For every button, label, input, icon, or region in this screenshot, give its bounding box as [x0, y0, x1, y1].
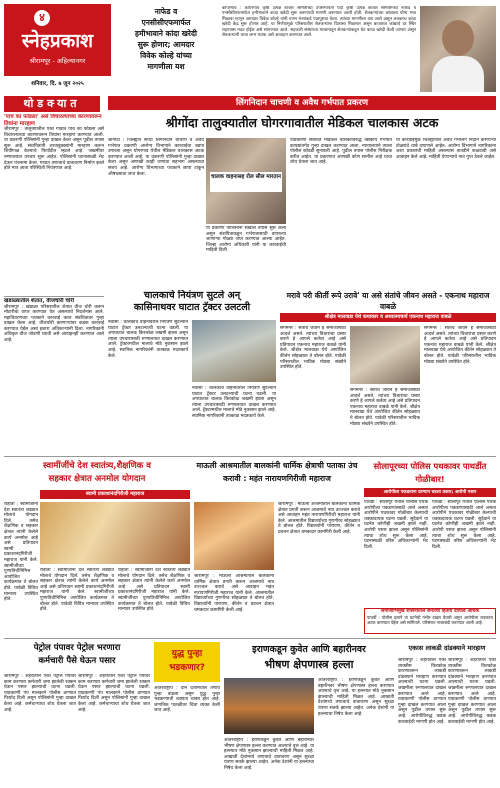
petrol-text: श्रीरामपूर : शहरातील एका पेट्रोल पंपावर काम करणारा कर्मचारी जमा झालेली रक्कम घेऊन पसार झाल्याची घटना घडली. याप्रकरणी पंप मालकाने पोलीस ठाण्यात फिर्याद दिली असून पोलिसांनी गुन्हा दाखल केला आहे. कर्मचाऱ्याचा शोध घेतला जात आहे.	[4, 674, 76, 713]
ekanath-text: संगमनेर : संतांचे जीवन हे समाजासाठी आदर्श असते. त्यांच्या विचारांचा प्रसार करणे हे आपले कर्तव्य आहे असे प्रतिपादन एकनाथ महाराज वाबळे यांनी केले. श्रीक्षेत्र मालवाडा येथे आयोजित कीर्तन सोहळ्यात ते बोलत होते. यावेळी परिसरातील भाविक मोठ्या संख्येने उपस्थित होते.	[280, 326, 346, 371]
photo-caption: चालक वाहनासह रोल सील मारतान	[210, 172, 282, 192]
thodkyat-item-title: खंडाळ्यातील शेतात, वीजचोरी चोरी	[4, 298, 75, 304]
main-story-col: या प्रकरणी पोलिसांनी सखोल तपास सुरू केला असून संशयिताकडून गर्भपातासाठी वापरल्या जाणाऱ्या गोळ्या जप्त करण्यात आल्या आहेत. जिल्हा आरोग्य अधिकारी यांनी या कारवाईची माहिती दिली.	[206, 226, 286, 254]
thodkyat-item-text: श्रीरामपूर : तालुक्यातील एका गावात पाच का फोडला असे विचारल्याच्या कारणावरून तिघांना मारहाण करण्यात आली. या प्रकरणी पोलिसांनी गुन्हा दाखल केला असून पुढील तपास सुरू आहे. संशयितांनी लाथाबुक्क्यांनी मारहाण करून शिवीगाळ केल्याचे फिर्यादीत म्हटले आहे. जखमींवर रुग्णालयात उपचार सुरू आहेत. पोलिसांनी घटनास्थळी भेट देऊन पंचनामा केला. गावात तणावाचे वातावरण निर्माण झाले होते मात्र आता परिस्थिती नियंत्रणात आहे.	[4, 127, 104, 172]
top-headline-line: एनसीसीएफमार्फत	[141, 18, 191, 27]
israel-headline	[224, 642, 394, 674]
thodkyat-item-text: श्रीरामपूर : खंडाळा परिसरातील शेतात वीज चोरी करून मोटारीचा वापर करण्यात येत असल्याचे निदर्शनास आले. महावितरणच्या पथकाने कारवाई करत संबंधितावर गुन्हा दाखल केला आहे. वीजचोरी करणाऱ्यांवर कडक कारवाई करण्यात येईल असा इशारा अधिकाऱ्यांनी दिला. नागरिकांनी अधिकृत वीज जोडणी घ्यावी असे आवाहनही करण्यात आले आहे.	[4, 304, 104, 344]
main-story-headline: श्रीगोंदा तालुक्यातील घोगरगावातील मेडिकल चालकास अटक	[165, 115, 439, 130]
solapur-box-title: समाजाभिमुख शासनातील जनतेचा हिताय दायित्व अधिक	[381, 609, 479, 614]
lakdi-headline: एकास लाकडी दांडक्याने मारहाण	[408, 644, 486, 652]
petrol-text-2: श्रीरामपूर : शहरातील एका पेट्रोल पंपावर काम करणारा कर्मचारी जमा झालेली रक्कम घेऊन पसार झाल्याची घटना घडली. याप्रकरणी पंप मालकाने पोलीस ठाण्यात फिर्याद दिली असून पोलिसांनी गुन्हा दाखल केला आहे. कर्मचाऱ्याचा शोध घेतला जात आहे.	[78, 674, 150, 713]
solapur-text: पाथर्डी : सोलापूर येथील पोलीस पथक आरोपीला पकडण्यासाठी आले असता आरोपीने पथकावर गोळीबार केल्याची धक्कादायक घटना घडली. सुदैवाने या घटनेत कोणीही जखमी झाले नाही. आरोपी पसार झाला असून पोलिसांनी त्याचा शोध सुरू केला आहे. घटनास्थळी वरिष्ठ अधिकाऱ्यांनी भेट दिली.	[364, 500, 428, 550]
war-box-line: भडकणार?	[169, 663, 205, 673]
author-portrait	[420, 6, 496, 92]
thodkyat-item	[4, 114, 104, 294]
ekanath-text-3: संगमनेर : संतांचे जीवन हे समाजासाठी आदर्श असते. त्यांच्या विचारांचा प्रसार करणे हे आपले कर्तव्य आहे असे प्रतिपादन एकनाथ महाराज वाबळे यांनी केले. श्रीक्षेत्र मालवाडा येथे आयोजित कीर्तन सोहळ्यात ते बोलत होते. यावेळी परिसरातील भाविक मोठ्या संख्येने उपस्थित होते.	[424, 326, 496, 365]
truck-story-headline	[108, 290, 276, 316]
swami-headline-line: सहकार क्षेत्रात अनमोल योगदान	[48, 474, 146, 484]
solapur-box	[364, 608, 496, 634]
page-number-badge: ४	[34, 10, 50, 26]
truck-story-text: नेवासा : चालकाचे वाहनावरील नियंत्रण सुटल्याने घाटात ट्रॅक्टर उलटल्याची घटना घडली. या अपघातात चालक किरकोळ जखमी झाला असून त्याला उपचारासाठी रुग्णालयात दाखल करण्यात आले. ट्रॅक्टरमधील मालाचे मोठे नुकसान झाले आहे. स्थानिक नागरिकांनी तात्काळ मदतकार्य केले.	[108, 320, 188, 359]
top-headline-line: मागणीला यश	[147, 62, 185, 71]
ekanath-headline: मरावे परी कीर्ती रूपे उरावे' या असे संतांचे जीवन असते - एकनाथ महाराज वाबळे	[286, 291, 490, 311]
swami-subline: स्वामी प्रकाशानंदगिरीजी महाराज	[40, 490, 190, 499]
main-story-col: याप्रकरणी संबंधित मेडिकल चालकाविरुद्ध वैद्यकीय गर्भपात कायद्यांतर्गत गुन्हा दाखल करण्यात आला. न्यायालयाने त्याला पोलीस कोठडी सुनावली आहे. पुढील तपास पोलीस निरीक्षक करीत आहेत. या प्रकरणात आणखी कोण सामील आहे याचा शोध घेतला जात आहे.	[290, 138, 392, 166]
ekanath-photo	[350, 326, 420, 384]
issue-date: शनिवार, दि. ७ जून २०२५	[4, 76, 111, 92]
swami-text: राहाता : स्वामीजींनी देश स्वातंत्र्य लढ्यात मोलाचे योगदान दिले. तसेच शैक्षणिक व सहकार क्षेत्रात त्यांनी केलेले कार्य अनमोल आहे असे प्रतिपादन स्वामी प्रकाशानंदगिरीजी महाराज यांनी केले. स्वामीजींच्या पुण्यतिथीनिमित्त आयोजित कार्यक्रमात ते बोलत होते. यावेळी विविध मान्यवर उपस्थित होते.	[4, 502, 38, 603]
main-story-photo	[206, 138, 286, 224]
thodkyat-item	[4, 298, 104, 438]
paper-title: स्नेहप्रकाश	[21, 30, 94, 52]
top-headline-line: नाफेड व	[154, 7, 178, 16]
truck-headline-line: चालकाचे नियंत्रण सुटले अन्	[143, 290, 241, 301]
swami-headline	[4, 460, 190, 488]
lakdi-text-2: श्रीरामपूर : शहरातील एका व्यक्तीस किरकोळ कारणावरून लाकडी दांडक्याने मारहाण करण्यात आल्याची घटना घडली. जखमीला रुग्णालयात दाखल करण्यात आले आहे. याप्रकरणी पोलीस ठाण्यात गुन्हा दाखल करण्यात आला असून पुढील तपास सुरू आहे. आरोपीविरुद्ध कडक कारवाईची मागणी होत आहे.	[448, 658, 496, 725]
truck-headline-line: कासिनाथवर घाटात ट्रॅक्टर उलटली	[133, 302, 251, 313]
war-box	[154, 642, 220, 682]
top-story-text: कोपरगाव : कोपरगाव कृषी उत्पन्न बाजार समितीच्या उपसभापती पदी कृषी उत्पन्न बाजार समितीमध्ये नाफेड व एनसीसीएफमार्फत हमीभावाने कांदा खरेदी सुरू करण्याची मागणी करण्यात आली होती. शेतकऱ्यांच्या कांद्याला योग्य भाव मिळावा म्हणून आमदार विवेक कोल्हे यांनी पणन मंत्र्यांकडे पाठपुरावा केला. त्यांच्या मागणीला यश आले असून लवकरच कांदा खरेदी केंद्र सुरू होणार आहे. या निर्णयामुळे परिसरातील शेतकऱ्यांना दिलासा मिळणार असून बाजारात कांद्याचे दर स्थिर राहण्यास मदत होईल असे सांगण्यात आले. सहकारी संस्थांच्या माध्यमातून शेतकऱ्यांकडून थेट कांदा खरेदी केली जाणार असून शेतकऱ्यांनी याचा लाभ घ्यावा असे आवाहन करण्यात आले.	[222, 6, 416, 39]
war-text: आंतरराष्ट्रीय : दोन देशांमधील तणाव पुन्हा वाढला असून युद्ध पुन्हा भडकण्याची शक्यता व्यक्त होत आहे. जागतिक पातळीवर चिंता व्यक्त केली जात आहे.	[154, 686, 220, 714]
petrol-headline-line: पेट्रोल पंपावर पेट्रोल भरणारा	[33, 643, 121, 653]
edition-label: श्रीरामपूर - अहिल्यानगर	[29, 57, 86, 65]
solapur-subline: आरोपीला पकडताना दरम्यान घडला प्रकार; आरोपी पसार	[364, 488, 496, 497]
mauli-headline: माऊली आश्रमातील बालकांनी धार्मिक क्षेत्राची पताका उंच करावी : महंत नारायणगिरीजी महाराज	[196, 461, 358, 483]
main-story-col: श्रीगोंदा : जिल्ह्यात सध्या लिंगनिदान चाचणी व अवैध गर्भपात प्रकरणी आरोग्य विभागाने कारवाईचा बडगा उगारला असून घोगरगाव येथील मेडिकल चालकास अटक करण्यात आली आहे. या प्रकरणी पोलिसांनी गुन्हा दाखल केला असून आणखी काही जणांचा सहभाग असल्याचा संशय आहे. आरोग्य विभागाच्या पथकाने छापा टाकून औषधसाठा जप्त केला.	[108, 138, 204, 177]
mauli-text-2: श्रीरामपूर : माऊली आश्रमातील बालकांनी धार्मिक क्षेत्रात प्रगती करून आश्रमाचे नाव उज्ज्वल करावे असे आवाहन महंत नारायणगिरीजी महाराज यांनी केले. आश्रमातील विद्यार्थ्यांच्या गुणगौरव सोहळ्यात ते बोलत होते. विद्यार्थ्यांनी पारायण, कीर्तन व प्रवचन क्षेत्रात चमकदार कामगिरी केली आहे.	[278, 502, 360, 535]
top-headline-line: विवेक कोल्हे यांच्या	[140, 51, 192, 60]
israel-text: आंतरराष्ट्रीय : इराणकडून कुवेत आणि बहारीनवर भीषण क्षेपणास्त्र हल्ला करण्यात आल्याचे वृत्त आहे. या हल्ल्यात मोठे नुकसान झाल्याची माहिती मिळत आहे. आखाती देशांमध्ये तणावाचे वातावरण असून सुरक्षा यंत्रणा सतर्क झाल्या आहेत. अनेक देशांनी या हल्ल्याचा निषेध केला आहे.	[224, 738, 314, 771]
top-headline	[114, 6, 218, 92]
israel-headline-line: इराणकडून कुवेत आणि बहारीनवर	[252, 644, 366, 655]
lakdi-text: श्रीरामपूर : शहरातील एका व्यक्तीस किरकोळ कारणावरून लाकडी दांडक्याने मारहाण करण्यात आल्याची घटना घडली. जखमीला रुग्णालयात दाखल करण्यात आले आहे. याप्रकरणी पोलीस ठाण्यात गुन्हा दाखल करण्यात आला असून पुढील तपास सुरू आहे. आरोपीविरुद्ध कडक कारवाईची मागणी होत आहे.	[398, 658, 446, 725]
top-headline-line: हमीभावाने कांदा खरेदी	[135, 29, 197, 38]
top-headline-line: सुरू होणार; आमदार	[137, 40, 195, 49]
israel-photo	[224, 678, 314, 734]
main-story-banner: लिंगनिदान चाचणी व अवैध गर्भपात प्रकरण	[108, 96, 496, 110]
ekanath-text-2: संगमनेर : संतांचे जीवन हे समाजासाठी आदर्श असते. त्यांच्या विचारांचा प्रसार करणे हे आपले कर्तव्य आहे असे प्रतिपादन एकनाथ महाराज वाबळे यांनी केले. श्रीक्षेत्र मालवाडा येथे आयोजित कीर्तन सोहळ्यात ते बोलत होते. यावेळी परिसरातील भाविक मोठ्या संख्येने उपस्थित होते.	[350, 388, 420, 427]
ekanath-subline: श्रीक्षेत्र मालवाडा येथे कथाकार व अध्यात्माचार्य एकनाथ महाराज वाबळे	[280, 313, 496, 322]
truck-story-text-2: नेवासा : चालकाचे वाहनावरील नियंत्रण सुटल्याने घाटात ट्रॅक्टर उलटल्याची घटना घडली. या अपघातात चालक किरकोळ जखमी झाला असून त्याला उपचारासाठी रुग्णालयात दाखल करण्यात आले. ट्रॅक्टरमधील मालाचे मोठे नुकसान झाले आहे. स्थानिक नागरिकांनी तात्काळ मदतकार्य केले.	[192, 386, 276, 419]
israel-headline-line: भीषण क्षेपणास्त्र हल्ला	[264, 658, 354, 671]
israel-text-2: आंतरराष्ट्रीय : इराणकडून कुवेत आणि बहारीनवर भीषण क्षेपणास्त्र हल्ला करण्यात आल्याचे वृत्त आहे. या हल्ल्यात मोठे नुकसान झाल्याची माहिती मिळत आहे. आखाती देशांमध्ये तणावाचे वातावरण असून सुरक्षा यंत्रणा सतर्क झाल्या आहेत. अनेक देशांनी या हल्ल्याचा निषेध केला आहे.	[318, 678, 394, 717]
main-story-col: या कारवाईमुळे जिल्ह्यातील अवैध गर्भलिंग निदान करणाऱ्या टोळ्यांचे धाबे दणाणले आहेत. आरोग्य विभागाने नागरिकांना अशा प्रकारांची माहिती असल्यास तातडीने कळवावी असे आवाहन केले आहे. माहिती देणाऱ्याचे नाव गुप्त ठेवले जाईल.	[396, 138, 496, 160]
solapur-box-text: पाथर्डी : पोलीस दलाने या घटनेची गंभीर दखल घेतली असून आरोपीला लवकरच अटक करण्यात येईल असे सांगितले. परिसरात नाकाबंदी करण्यात आली आहे.	[367, 615, 493, 625]
thodkyat-item-title: 'पाच का फोडला' असे विचारल्याच्या कारणावरून तिघांना मारहाण	[4, 114, 102, 127]
swami-text-2: राहाता : स्वामीजींनी देश स्वातंत्र्य लढ्यात मोलाचे योगदान दिले. तसेच शैक्षणिक व सहकार क्षेत्रात त्यांनी केलेले कार्य अनमोल आहे असे प्रतिपादन स्वामी प्रकाशानंदगिरीजी महाराज यांनी केले. स्वामीजींच्या पुण्यतिथीनिमित्त आयोजित कार्यक्रमात ते बोलत होते. यावेळी विविध मान्यवर उपस्थित होते.	[40, 568, 114, 613]
swami-photo	[40, 502, 190, 564]
war-box-line: युद्ध पुन्हा	[171, 649, 203, 659]
petrol-headline-line: कर्मचारी पैसे घेऊन पसार	[38, 656, 116, 666]
solapur-headline: सोलापूरच्या पोलिस पथकावर पाथर्डीत गोळीबार!	[373, 461, 487, 484]
petrol-headline	[4, 642, 150, 670]
mauli-text: श्रीरामपूर : माऊली आश्रमातील बालकांनी धार्मिक क्षेत्रात प्रगती करून आश्रमाचे नाव उज्ज्वल करावे असे आवाहन महंत नारायणगिरीजी महाराज यांनी केले. आश्रमातील विद्यार्थ्यांच्या गुणगौरव सोहळ्यात ते बोलत होते. विद्यार्थ्यांनी पारायण, कीर्तन व प्रवचन क्षेत्रात चमकदार कामगिरी केली आहे.	[194, 574, 274, 613]
mauli-photo	[194, 502, 274, 570]
solapur-text-2: पाथर्डी : सोलापूर येथील पोलीस पथक आरोपीला पकडण्यासाठी आले असता आरोपीने पथकावर गोळीबार केल्याची धक्कादायक घटना घडली. सुदैवाने या घटनेत कोणीही जखमी झाले नाही. आरोपी पसार झाला असून पोलिसांनी त्याचा शोध सुरू केला आहे. घटनास्थळी वरिष्ठ अधिकाऱ्यांनी भेट दिली.	[432, 500, 496, 550]
swami-headline-line: स्वामींजींचे देश स्वातंत्र्य,शैक्षणिक व	[43, 461, 151, 471]
thodkyat-label: थोडक्यात	[4, 96, 100, 112]
masthead	[4, 4, 111, 92]
truck-story-photo	[192, 320, 276, 382]
swami-text-3: राहाता : स्वामीजींनी देश स्वातंत्र्य लढ्यात मोलाचे योगदान दिले. तसेच शैक्षणिक व सहकार क्षेत्रात त्यांनी केलेले कार्य अनमोल आहे असे प्रतिपादन स्वामी प्रकाशानंदगिरीजी महाराज यांनी केले. स्वामीजींच्या पुण्यतिथीनिमित्त आयोजित कार्यक्रमात ते बोलत होते. यावेळी विविध मान्यवर उपस्थित होते.	[118, 568, 190, 613]
